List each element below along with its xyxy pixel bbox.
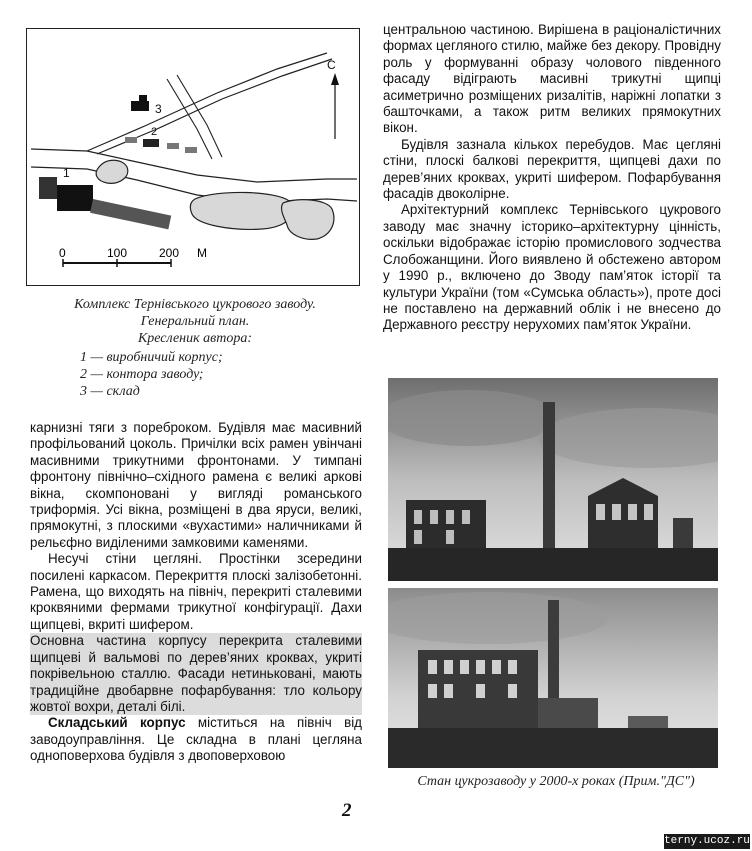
paragraph-lead: Складський корпус <box>48 715 186 731</box>
factory-ruins-photo-bottom <box>388 588 718 768</box>
plan-marker-2: 2 <box>151 126 158 138</box>
plan-caption <box>30 296 360 347</box>
plan-caption-line: Кресленик автора: <box>137 331 253 346</box>
right-column <box>383 22 721 334</box>
site-url-badge: terny.ucoz.ru <box>664 835 750 847</box>
paragraph: Архітектурний комплекс Тернівського цукрового заводу має значну історико–архітектурну цінність, оскільки відображає історію промислового зодчества Слобожанщини. Його виявлено й обстежено автором у 1990 р., включено до Зводу пам’яток історії та культури України (том «Сумська область»), проте досі не поставлено на державний облік і не внесено до Державного реєстру нерухомих пам’яток України. <box>383 202 721 333</box>
factory-ruins-photo-top <box>388 378 718 581</box>
paragraph: центральною частиною. Вирішена в раціоналістичних формах цегляного стилю, майже без декору. Провідну роль у формуванні образу чолового південного фасаду відіграють масивні трикутні щипці асиметрично розміщених ризалітів, наріжні лопатки з башточками, а також ритм великих прямокутних вікон. <box>383 22 721 136</box>
site-plan-drawing <box>27 29 358 284</box>
scale-unit: М <box>197 246 207 260</box>
paragraph: Основна частина корпусу перекрита сталевими щипцеві й вальмові по дерев’яних кроквах, укриті покрівельною сталлю. Фасади нетиньковані, мають традиційне двобарвне пофарбування: тло кольору жовтої вохри, деталі білі. <box>30 633 362 714</box>
paragraph-body: міститься на північ від заводоуправління. Це складна в плані цегляна одноповерхова будівля з двоповерховою <box>30 715 362 764</box>
plan-legend <box>80 349 360 400</box>
scale-100: 100 <box>107 246 128 260</box>
paragraph <box>30 715 362 764</box>
site-plan <box>26 28 360 286</box>
paragraph: карнизні тяги з пореброком. Будівля має масивний профільований цоколь. Причілки всіх рамен увінчані масивними трикутними фронтонами. У тимпані фронтону північно–східного рамена є великі аркові вікна, скомпоновані у вигляді романського триформія. Усі вікна, розміщені в два яруси, великі, прямокутні, з плоскими «вухастими» наличниками й рельєфно виділеними замковими каменями. <box>30 420 362 550</box>
page-number: 2 <box>342 800 352 821</box>
plan-marker-1: 1 <box>63 166 70 180</box>
plan-caption-line: Комплекс Тернівського цукрового заводу. <box>74 297 316 312</box>
north-label: С <box>327 58 336 72</box>
scale-0: 0 <box>59 246 66 260</box>
legend-item: 1 — виробничий корпус; <box>80 350 223 365</box>
legend-item: 2 — контора заводу; <box>80 367 204 382</box>
paragraph: Будівля зазнала кількох перебудов. Має цегляні стіни, плоскі балкові перекриття, щипцеві дахи по дерев’яних кроквах, укриті шифером. Пофарбування фасадів двоколірне. <box>383 136 721 202</box>
photo-caption: Стан цукрозаводу у 2000-х роках (Прим."ДС") <box>417 774 695 789</box>
paragraph: Несучі стіни цегляні. Простінки зсередини посилені каркасом. Перекриття плоскі залізобетонні. Рамена, що виходять на північ, перекриті сталевими кроквяними фермами трикутної конфігурації. Дахи щипцеві, вкриті шифером. <box>30 551 362 632</box>
scale-200: 200 <box>159 246 180 260</box>
plan-marker-3: 3 <box>155 102 162 116</box>
plan-caption-line: Генеральний план. <box>140 314 250 329</box>
legend-item: 3 — склад <box>80 384 140 399</box>
left-column <box>30 420 362 765</box>
